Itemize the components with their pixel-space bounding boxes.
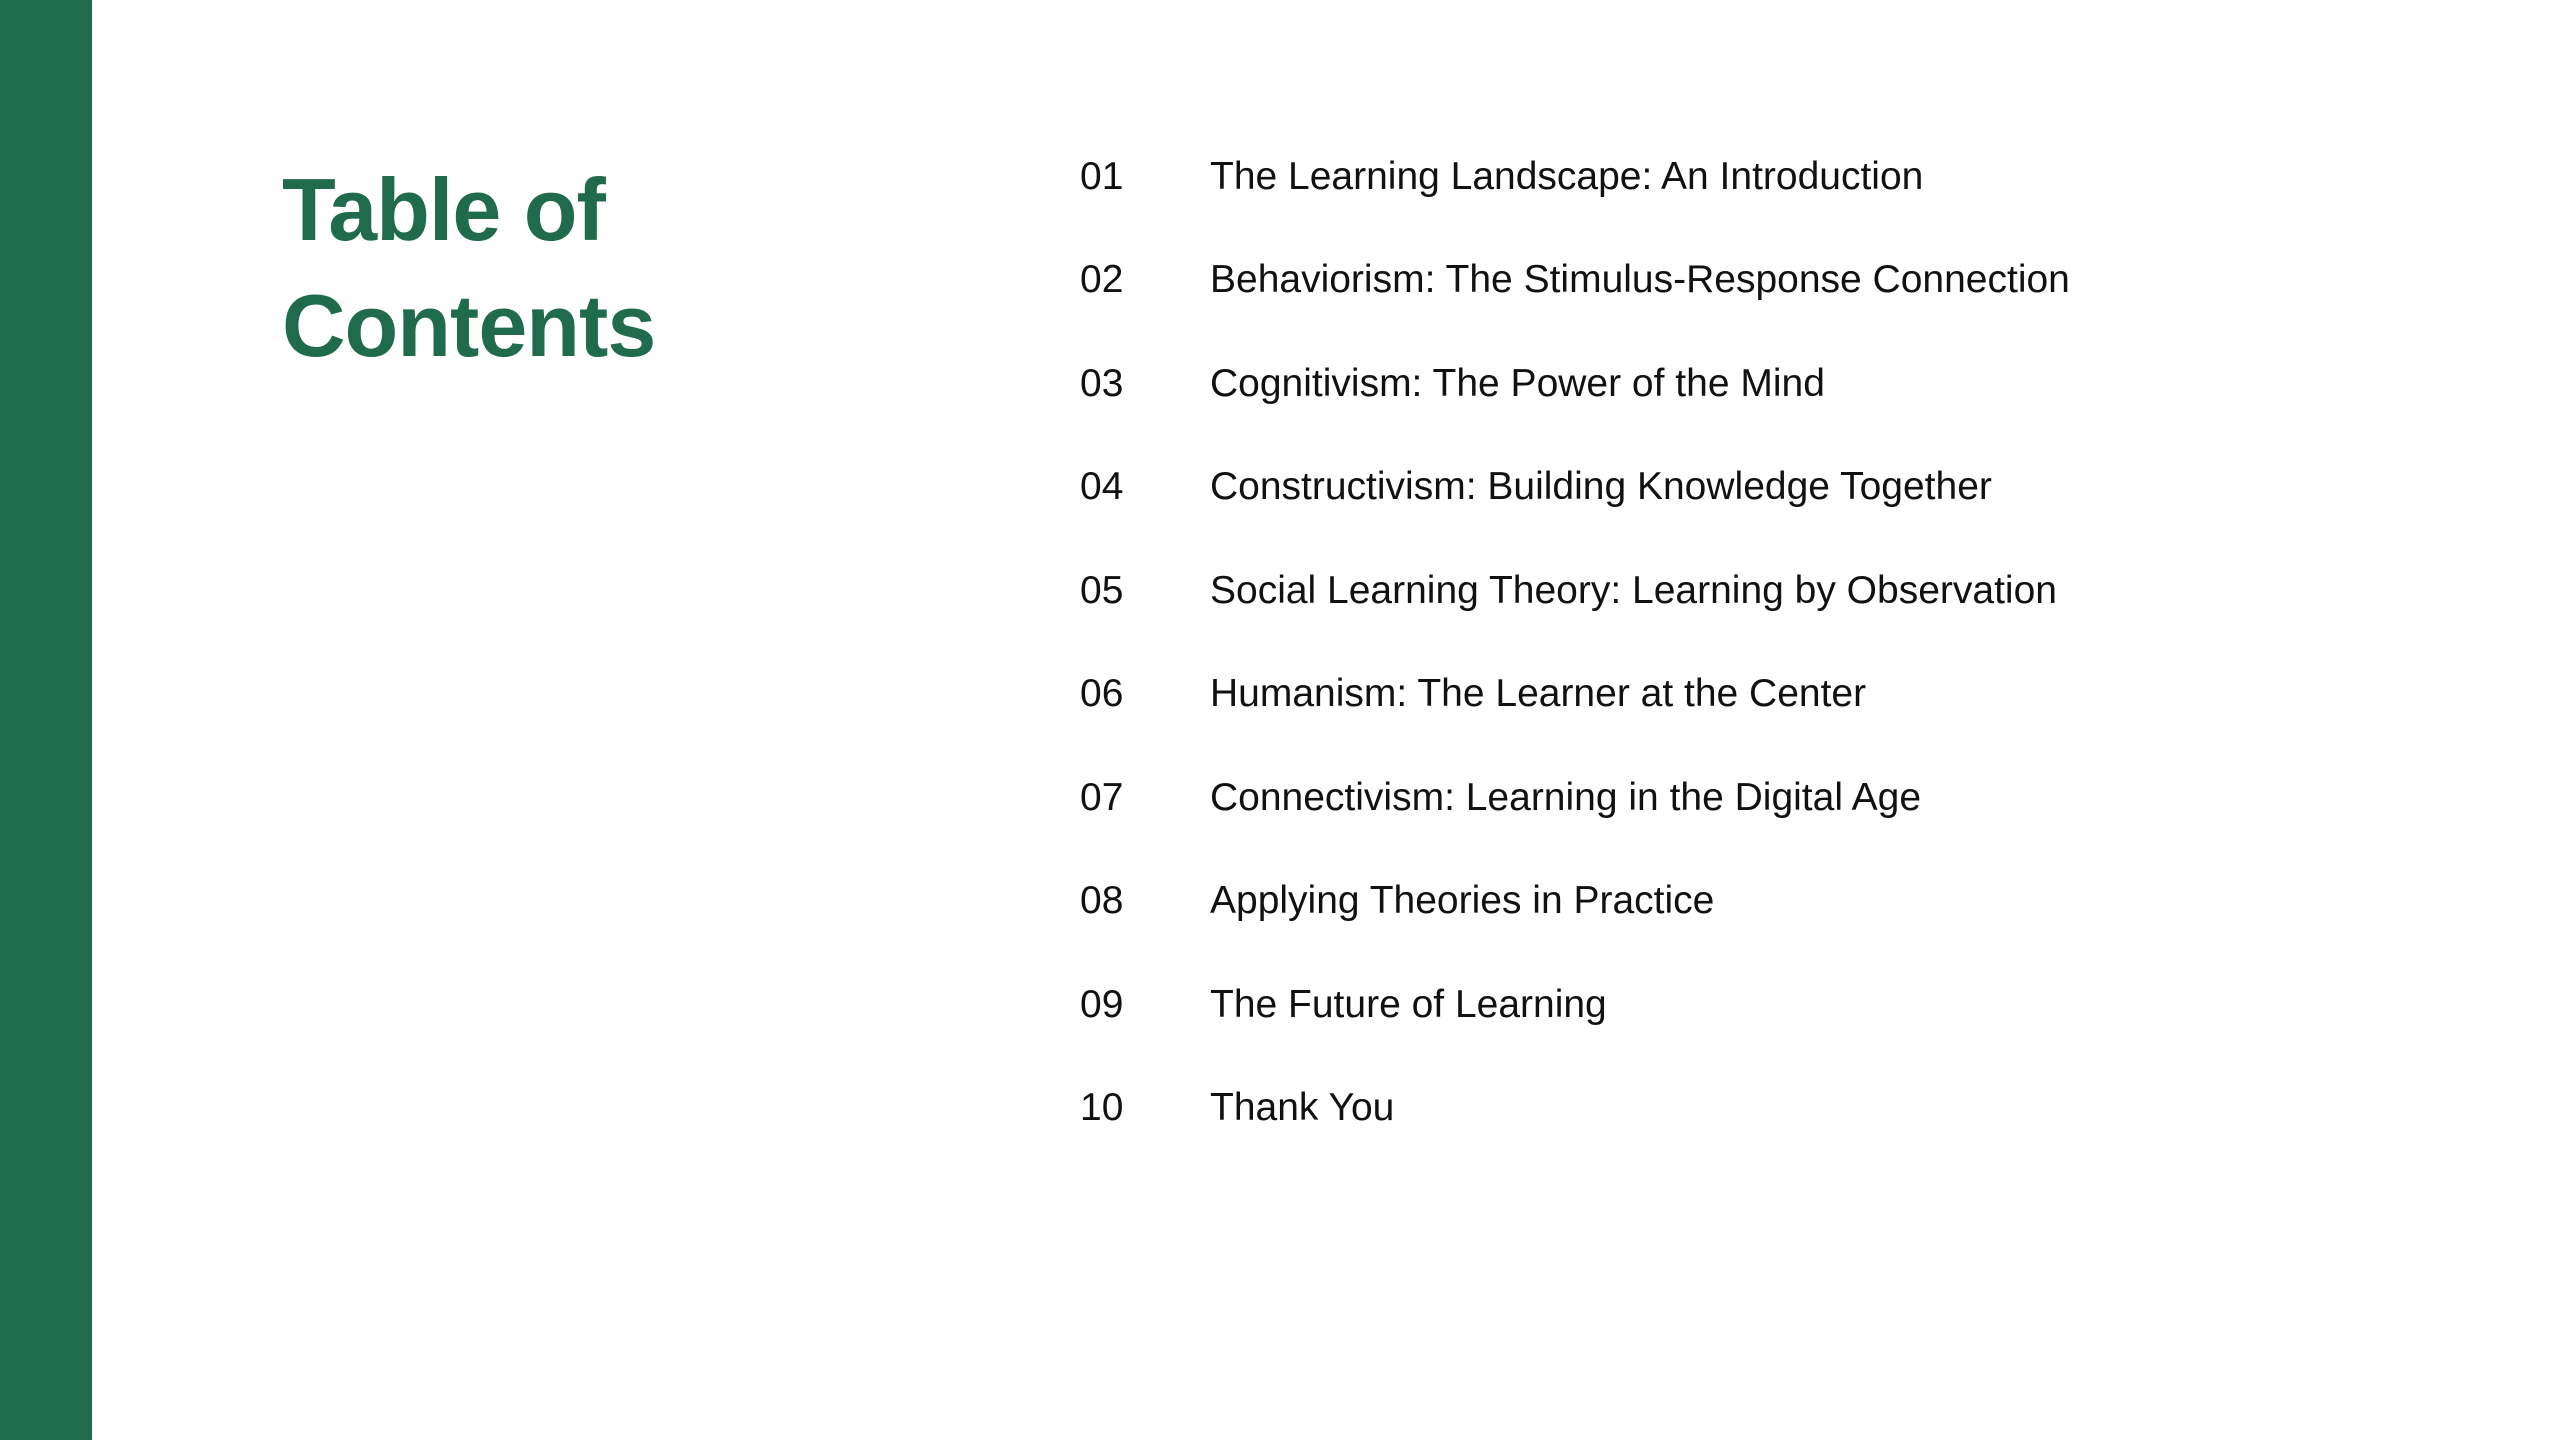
toc-item-02 [1080, 229, 2480, 333]
toc-item-09 [1080, 953, 2480, 1057]
toc-item-08 [1080, 850, 2480, 954]
toc-item-03 [1080, 332, 2480, 436]
toc-item-number: 09 [1080, 982, 1124, 1026]
toc-item-number: 04 [1080, 465, 1124, 509]
toc-item-04 [1080, 436, 2480, 540]
toc-item-label: Connectivism: Learning in the Digital Age [1210, 775, 1922, 819]
slide-title-line-1: Table of [282, 160, 605, 259]
toc-item-number: 10 [1080, 1086, 1124, 1130]
toc-item-label: Cognitivism: The Power of the Mind [1210, 361, 1825, 405]
toc-item-label: Thank You [1210, 1086, 1395, 1130]
toc-item-10 [1080, 1057, 2480, 1161]
toc-item-number: 06 [1080, 672, 1124, 716]
table-of-contents-list [1080, 125, 2480, 1160]
toc-item-number: 07 [1080, 775, 1124, 819]
toc-item-number: 01 [1080, 154, 1124, 198]
toc-item-label: Humanism: The Learner at the Center [1210, 672, 1867, 716]
toc-item-label: Behaviorism: The Stimulus-Response Connection [1210, 258, 2070, 302]
toc-item-05 [1080, 539, 2480, 643]
toc-item-07 [1080, 746, 2480, 850]
toc-item-label: Applying Theories in Practice [1210, 879, 1715, 923]
slide-title-line-2: Contents [282, 276, 656, 375]
toc-item-number: 08 [1080, 879, 1124, 923]
accent-side-bar [0, 0, 92, 1440]
toc-item-number: 05 [1080, 568, 1124, 612]
toc-item-number: 02 [1080, 258, 1124, 302]
toc-item-06 [1080, 643, 2480, 747]
slide-title [282, 152, 982, 384]
toc-item-label: Social Learning Theory: Learning by Observation [1210, 568, 2057, 612]
toc-item-label: Constructivism: Building Knowledge Together [1210, 465, 1992, 509]
toc-item-label: The Future of Learning [1210, 982, 1607, 1026]
toc-item-number: 03 [1080, 361, 1124, 405]
toc-item-01 [1080, 125, 2480, 229]
toc-item-label: The Learning Landscape: An Introduction [1210, 154, 1924, 198]
